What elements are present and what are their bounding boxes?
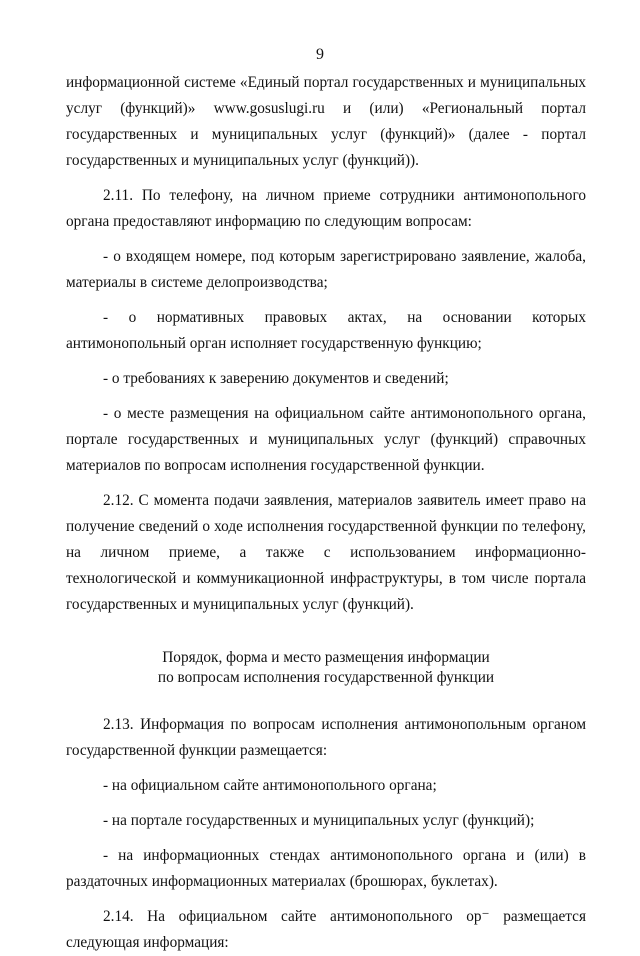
section-heading [66, 648, 586, 688]
list-item-portal: - на портале государственных и муниципальных услуг (функций); [103, 812, 535, 829]
paragraph-2-12: 2.12. С момента подачи заявления, материалов заявитель имеет право на получение сведений о ходе исполнения государственной функции по телефону, на личном приеме, а также с использованием информационно-технологической и коммуникационной инфраструктуры, в том числе портала государственных и муниципальных услуг (функций). [66, 492, 586, 613]
list-item-info-stands: - на информационных стендах антимонопольного органа и (или) в раздаточных информационных материалах (брошюрах, буклетах). [66, 847, 586, 890]
paragraph-2-11: 2.11. По телефону, на личном приеме сотрудники антимонопольного органа предоставляют информацию по следующим вопросам: [66, 187, 586, 230]
list-item-normative-acts: - о нормативных правовых актах, на основании которых антимонопольный орган исполняет государственную функцию; [66, 309, 586, 352]
paragraph-2-13: 2.13. Информация по вопросам исполнения антимонопольным органом государственной функции размещается: [66, 716, 586, 759]
paragraph-2-14: 2.14. На официальном сайте антимонопольного ор⁻ размещается следующая информация: [66, 908, 586, 951]
page-number: 9 [316, 46, 324, 63]
document-body [66, 70, 586, 956]
list-item-materials-location: - о месте размещения на официальном сайте антимонопольного органа, портале государственных и муниципальных услуг (функций) справочных материалов по вопросам исполнения государственной функции. [66, 405, 586, 474]
section-heading-line-1: Порядок, форма и место размещения информации [162, 649, 490, 666]
list-item-official-site: - на официальном сайте антимонопольного органа; [103, 777, 437, 794]
section-heading-line-2: по вопросам исполнения государственной функции [157, 669, 495, 686]
paragraph-portal-definition: информационной системе «Единый портал государственных и муниципальных услуг (функций)» www.gosuslugi.ru и (или) «Региональный портал государственных и муниципальных услуг (функций)» (далее - портал государственных и муниципальных услуг (функций)). [66, 74, 586, 169]
list-item-document-requirements: - о требованиях к заверению документов и сведений; [103, 370, 449, 387]
list-item-incoming-number: - о входящем номере, под которым зарегистрировано заявление, жалоба, материалы в системе делопроизводства; [66, 248, 586, 291]
